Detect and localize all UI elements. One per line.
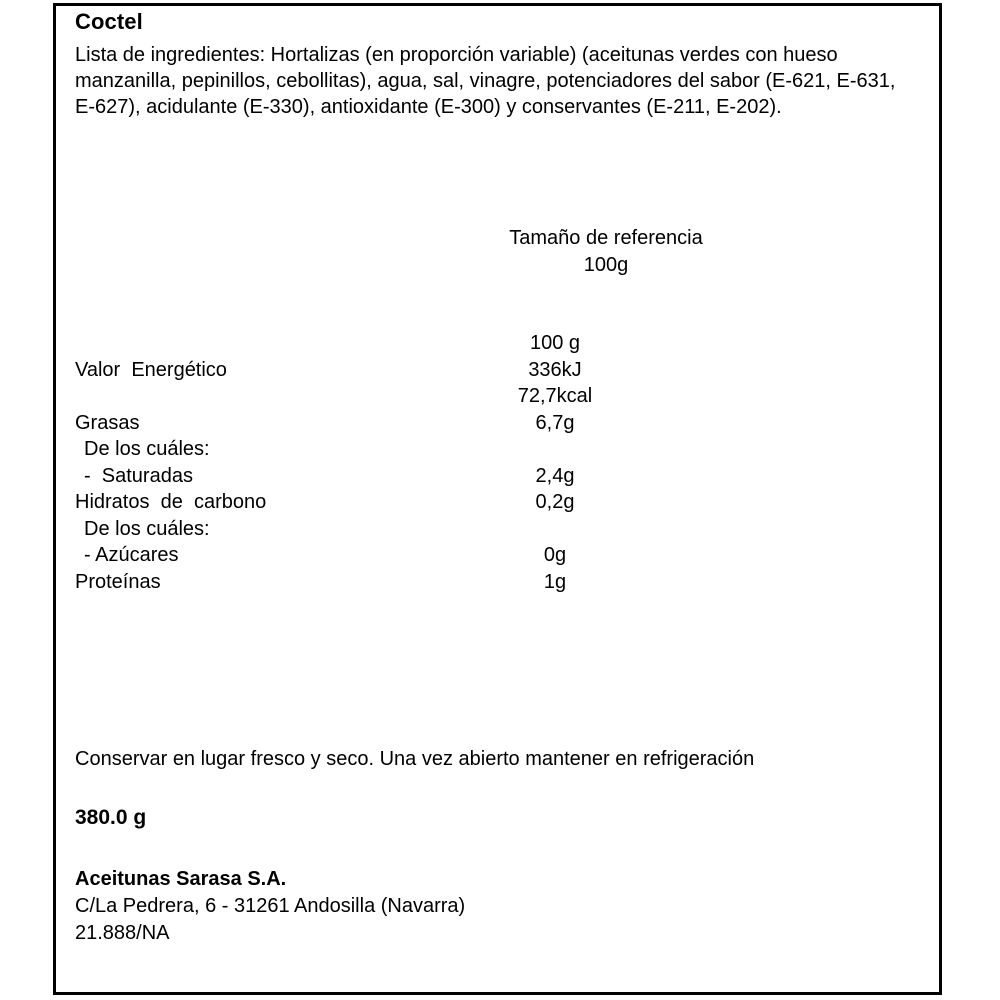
nutrition-table — [75, 330, 915, 595]
nutrition-row — [75, 489, 915, 516]
ingredients-paragraph: Lista de ingredientes: Hortalizas (en proporción variable) (aceitunas verdes con hueso manzanilla, pepinillos, cebollitas), agua, sal, vinagre, potenciadores del sabor (E-621, E-631, E-627), acidulante (E-330), antioxidante (E-300) y conservantes (E-211, E-202). — [75, 44, 896, 118]
nutrition-row — [75, 357, 915, 384]
nutrition-label-frame — [53, 3, 942, 995]
nutrition-row-value: 100 g — [529, 332, 581, 354]
nutrition-row-value: 1g — [543, 570, 567, 593]
manufacturer-block — [75, 866, 465, 947]
nutrition-row-value: 336kJ — [528, 358, 582, 381]
nutrition-row — [75, 463, 915, 490]
nutrition-row-label: Valor Energético — [75, 358, 227, 381]
manufacturer-registration: 21.888/NA — [75, 922, 170, 944]
label-content — [56, 6, 939, 992]
reference-size-amount: 100g — [583, 254, 629, 276]
page-title: Coctel — [75, 9, 143, 34]
nutrition-row — [75, 330, 915, 357]
manufacturer-address: C/La Pedrera, 6 - 31261 Andosilla (Navarra) — [75, 895, 466, 917]
nutrition-row-value: 2,4g — [535, 464, 575, 487]
nutrition-row-label: - Saturadas — [84, 464, 193, 487]
manufacturer-name: Aceitunas Sarasa S.A. — [75, 868, 287, 890]
storage-instructions: Conservar en lugar fresco y seco. Una vez abierto mantener en refrigeración — [75, 748, 755, 770]
nutrition-row-label: Grasas — [75, 411, 140, 434]
nutrition-row-label: Proteínas — [75, 570, 161, 593]
reference-size-title: Tamaño de referencia — [509, 227, 703, 249]
nutrition-row-value: 6,7g — [535, 411, 575, 434]
nutrition-row-value: 0,2g — [535, 491, 575, 513]
nutrition-row — [75, 542, 915, 569]
nutrition-row — [75, 569, 915, 596]
nutrition-row-value: 72,7kcal — [517, 385, 593, 407]
nutrition-row — [75, 410, 915, 437]
nutrition-row — [75, 436, 915, 463]
nutrition-row-label: De los cuáles: — [84, 517, 210, 540]
nutrition-row-label: Hidratos de carbono — [75, 491, 267, 513]
nutrition-row-label: De los cuáles: — [84, 438, 210, 460]
reference-size-block — [346, 225, 866, 279]
nutrition-row — [75, 383, 915, 410]
nutrition-row-value: 0g — [543, 544, 567, 566]
net-weight: 380.0 g — [75, 806, 147, 829]
nutrition-row-label: - Azúcares — [84, 544, 179, 566]
nutrition-row — [75, 516, 915, 543]
